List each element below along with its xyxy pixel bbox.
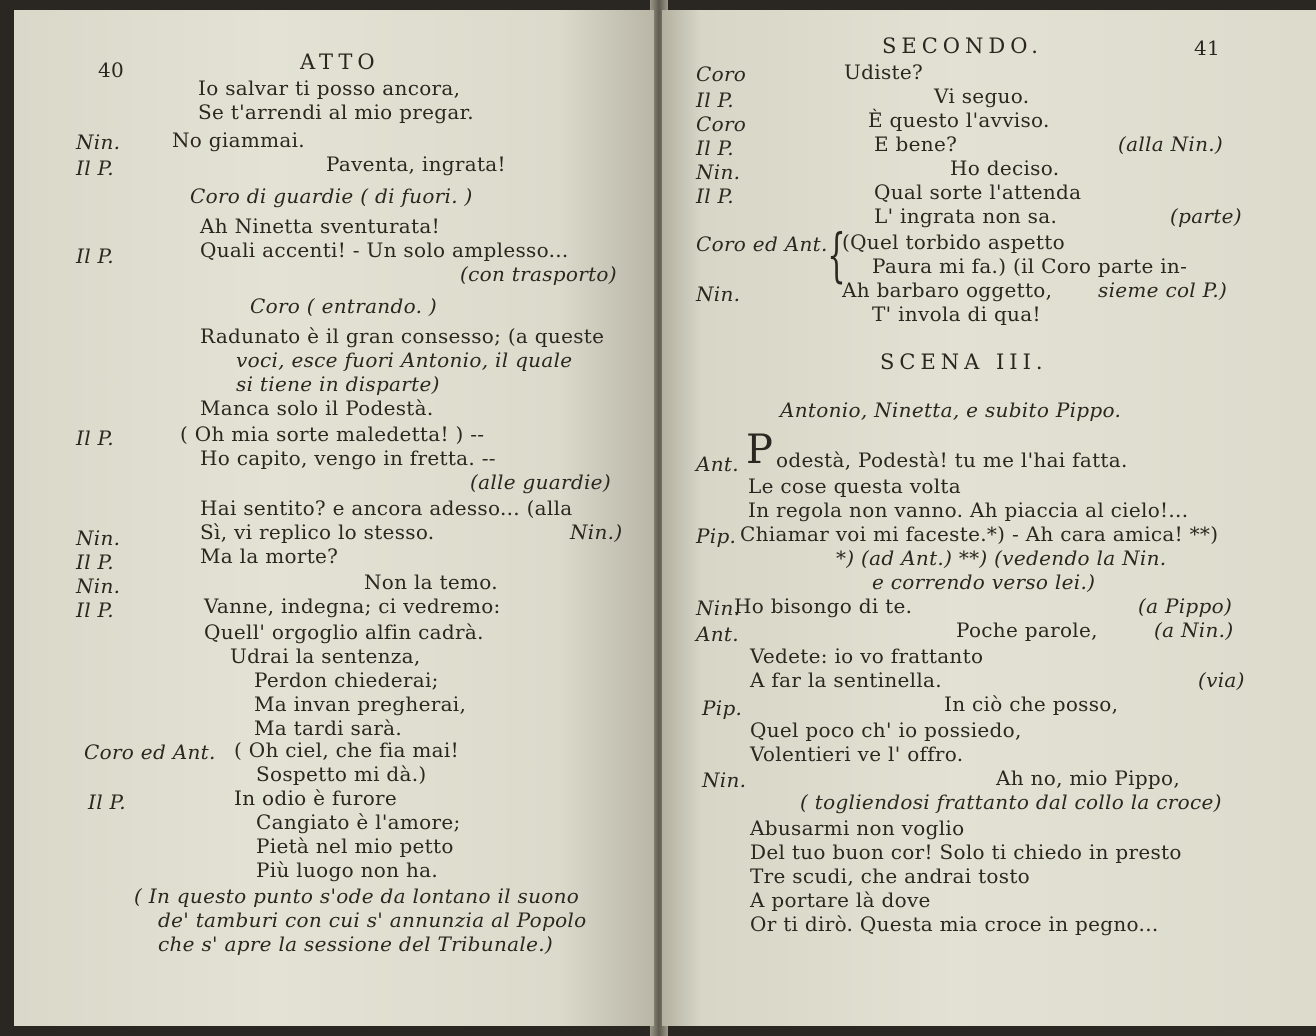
text-line: Ma la morte? [200,544,339,568]
speaker-label: Il P. [88,790,126,814]
text-line: Tre scudi, che andrai tosto [750,864,1030,888]
stage-direction: (a Nin.) [1154,618,1234,642]
text-line: Ah barbaro oggetto, [842,278,1053,302]
text-line: ( Oh mia sorte maledetta! ) -- [180,422,485,446]
text-line: odestà, Podestà! tu me l'hai fatta. [776,448,1128,472]
speaker-label: Il P. [76,426,114,450]
text-line: E bene? [874,132,958,156]
text-line: Ho bisongo di te. [734,594,913,618]
text-line: ( Oh ciel, che fia mai! [234,738,459,762]
stage-direction: (parte) [1170,204,1242,228]
scene-heading: SCENA III. [880,350,1048,374]
text-line: Poche parole, [956,618,1098,642]
right-page [662,10,1316,1026]
text-line: Cangiato è l'amore; [256,810,461,834]
stage-direction: (via) [1198,668,1245,692]
page-number: 41 [1194,36,1221,60]
stage-direction: de' tamburi con cui s' annunzia al Popolo [158,908,587,932]
stage-direction: ( togliendosi frattanto dal collo la croce) [800,790,1222,814]
text-line: T' invola di qua! [872,302,1041,326]
speaker-label: Ant. [696,622,739,646]
speaker-label: Il P. [696,184,734,208]
speaker-label: Il P. [696,136,734,160]
text-line: Pietà nel mio petto [256,834,454,858]
left-page [14,10,654,1026]
text-line: Chiamar voi mi faceste.*) - Ah cara amica! **) [740,522,1219,546]
speaker-label: Nin. [76,130,121,154]
text-line: A portare là dove [750,888,931,912]
speaker-label: Nin. [76,526,121,550]
text-line: Udiste? [844,60,924,84]
text-line: Sospetto mi dà.) [256,762,427,786]
text-line: Or ti dirò. Questa mia croce in pegno... [750,912,1159,936]
stage-direction: Coro ( entrando. ) [250,294,437,318]
text-line: Non la temo. [364,570,498,594]
text-line: Ma invan pregherai, [254,692,467,716]
speaker-label: Il P. [76,156,114,180]
text-line: No giammai. [172,128,305,152]
text-line: Ho capito, vengo in fretta. -- [200,446,496,470]
stage-direction: sieme col P.) [1098,278,1228,302]
page-number: 40 [98,58,125,82]
stage-direction: (a Pippo) [1138,594,1233,618]
text-line: Più luogo non ha. [256,858,439,882]
text-line: Manca solo il Podestà. [200,396,434,420]
text-line: Quali accenti! - Un solo amplesso... [200,238,569,262]
text-line: Udrai la sentenza, [230,644,421,668]
text-line: L' ingrata non sa. [874,204,1058,228]
stage-direction: Coro di guardie ( di fuori. ) [190,184,473,208]
stage-direction: (alle guardie) [470,470,611,494]
speaker-label: Coro ed Ant. [696,232,828,256]
text-line: Paura mi fa.) (il Coro parte in- [872,254,1188,278]
stage-direction: voci, esce fuori Antonio, il quale [236,348,573,372]
speaker-label: Nin. [76,574,121,598]
text-line: Ah Ninetta sventurata! [200,214,440,238]
speaker-label: Nin. [702,768,747,792]
stage-direction: Nin.) [570,520,623,544]
text-line: Io salvar ti posso ancora, [198,76,461,100]
speaker-label: Coro ed Ant. [84,740,216,764]
text-line: Quel poco ch' io possiedo, [750,718,1022,742]
text-line: Volentieri ve l' offro. [750,742,964,766]
text-line: Sì, vi replico lo stesso. [200,520,435,544]
stage-direction: ( In questo punto s'ode da lontano il suono [134,884,580,908]
text-line: Del tuo buon cor! Solo ti chiedo in presto [750,840,1182,864]
stage-direction: (alla Nin.) [1118,132,1224,156]
text-line: Quell' orgoglio alfin cadrà. [204,620,484,644]
speaker-label: Il P. [76,244,114,268]
text-line: Radunato è il gran consesso; (a queste [200,324,605,348]
stage-direction: e correndo verso lei.) [872,570,1096,594]
text-line: A far la sentinella. [750,668,942,692]
text-line: In odio è furore [234,786,398,810]
text-line: Vi seguo. [934,84,1030,108]
speaker-label: Coro [696,62,747,86]
text-line: Paventa, ingrata! [326,152,506,176]
text-line: Qual sorte l'attenda [874,180,1082,204]
stage-direction: si tiene in disparte) [236,372,440,396]
text-line: Vedete: io vo frattanto [750,644,984,668]
stage-direction: (con trasporto) [460,262,617,286]
text-line: (Quel torbido aspetto [842,230,1065,254]
stage-direction: *) (ad Ant.) **) (vedendo la Nin. [836,546,1167,570]
speaker-label: Pip. [702,696,743,720]
drop-capital: P [746,427,774,473]
speaker-label: Nin. [696,596,741,620]
speaker-label: Pip. [696,524,737,548]
running-head: ATTO [300,50,380,74]
text-line: Se t'arrendi al mio pregar. [198,100,474,124]
text-line: Le cose questa volta [748,474,961,498]
text-line: Vanne, indegna; ci vedremo: [204,594,501,618]
text-line: Ma tardi sarà. [254,716,403,740]
text-line: Abusarmi non voglio [750,816,965,840]
scene-characters: Antonio, Ninetta, e subito Pippo. [780,398,1122,422]
text-line: Ho deciso. [950,156,1060,180]
running-head: SECONDO. [882,34,1043,58]
text-line: In regola non vanno. Ah piaccia al cielo!... [748,498,1189,522]
speaker-label: Il P. [76,550,114,574]
stage-direction: che s' apre la sessione del Tribunale.) [158,932,553,956]
speaker-label: Coro [696,112,747,136]
text-line: In ciò che posso, [944,692,1119,716]
speaker-label: Il P. [76,598,114,622]
text-line: Hai sentito? e ancora adesso... (alla [200,496,573,520]
speaker-label: Ant. [696,452,739,476]
text-line: È questo l'avviso. [868,108,1050,132]
text-line: Ah no, mio Pippo, [996,766,1181,790]
speaker-label: Il P. [696,88,734,112]
speaker-label: Nin. [696,160,741,184]
brace-mark: { [827,221,846,289]
text-line: Perdon chiederai; [254,668,439,692]
speaker-label: Nin. [696,282,741,306]
